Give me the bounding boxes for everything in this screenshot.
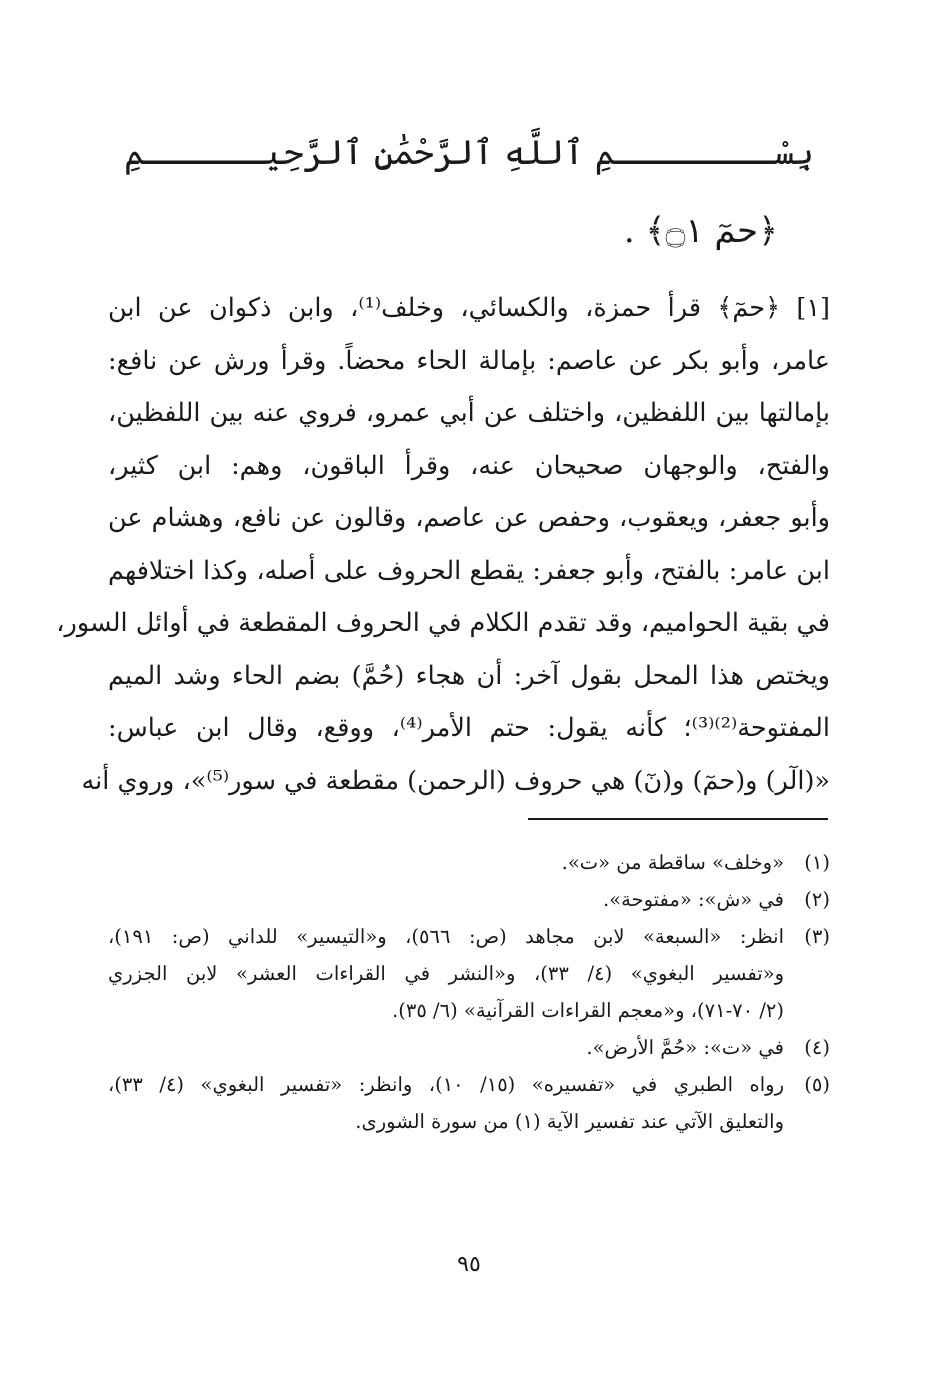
- footnote-4: [108, 1029, 830, 1066]
- quran-verse: ﴿حمٓ ۝١﴾ .: [623, 211, 778, 251]
- basmala-heading: بِسْــــــــمِ ٱللَّهِ ٱلرَّحْمَٰنِ ٱلرَّحِيــــــمِ: [124, 133, 814, 173]
- footnote-number: (١): [804, 851, 830, 874]
- text-line: بإمالتها بين اللفظين، واختلف عن أبي عمرو، فروي عنه بين اللفظين،: [108, 398, 830, 428]
- footnote-number: (٣): [804, 925, 830, 948]
- footnote-2: [108, 881, 830, 918]
- page-number: ٩٥: [457, 1252, 481, 1277]
- footnote-text: والتعليق الآتي عند تفسير الآية (١) من سورة الشورى.: [355, 1110, 784, 1133]
- text-line: «(الٓر) و(حمٓ) و(نٓ) هي حروف (الرحمن) مقطعة في سور⁽⁵⁾»، وروي أنه: [81, 765, 830, 796]
- footnote-text: رواه الطبري في «تفسيره» (١٥/ ١٠)، وانظر: «تفسير البغوي» (٤/ ٣٣)،: [108, 1073, 784, 1096]
- text-line: ابن عامر: بالفتح، وأبو جعفر: يقطع الحروف على أصله، وكذا اختلافهم: [108, 555, 830, 586]
- footnote-number: (٢): [804, 888, 830, 911]
- text-line: عامر، وأبو بكر عن عاصم: بإمالة الحاء محضاً. وقرأ ورش عن نافع:: [108, 345, 830, 376]
- footnote-1: [108, 844, 830, 881]
- footnote-number: (٤): [804, 1036, 830, 1059]
- text-line: ويختص هذا المحل بقول آخر: أن هجاء (حُمَّ) بضم الحاء وشد الميم: [108, 660, 830, 691]
- footnote-text: و«تفسير البغوي» (٤/ ٣٣)، و«النشر في القراءات العشر» لابن الجزري: [108, 962, 785, 985]
- text-line: في بقية الحواميم، وقد تقدم الكلام في الحروف المقطعة في أوائل السور،: [56, 608, 830, 638]
- footnote-5: [108, 1066, 830, 1140]
- footnotes: [108, 844, 830, 1140]
- footnote-text: «وخلف» ساقطة من «ت».: [561, 851, 784, 874]
- text-line: وأبو جعفر، ويعقوب، وحفص عن عاصم، وقالون عن نافع، وهشام عن: [108, 503, 830, 533]
- footnote-divider: [528, 818, 828, 820]
- footnote-text: (٢/ ٧٠-٧١)، و«معجم القراءات القرآنية» (٦/ ٣٥).: [392, 999, 784, 1022]
- footnote-text: في «ت»: «حُمَّ الأرض».: [586, 1036, 784, 1059]
- text-line: [١] ﴿حمٓ﴾ قرأ حمزة، والكسائي، وخلف⁽¹⁾، وابن ذكوان عن ابن: [108, 293, 830, 323]
- footnote-text: في «ش»: «مفتوحة».: [602, 888, 784, 911]
- footnote-number: (٥): [804, 1073, 830, 1096]
- footnote-text: انظر: «السبعة» لابن مجاهد (ص: ٥٦٦)، و«التيسير» للداني (ص: ١٩١)،: [108, 925, 784, 948]
- footnote-3: [108, 918, 830, 1029]
- main-text: [56, 282, 830, 807]
- text-line: والفتح، والوجهان صحيحان عنه، وقرأ الباقون، وهم: ابن كثير،: [108, 450, 830, 481]
- text-line: المفتوحة⁽²⁾⁽³⁾؛ كأنه يقول: حتم الأمر⁽⁴⁾، ووقع، وقال ابن عباس:: [108, 713, 830, 743]
